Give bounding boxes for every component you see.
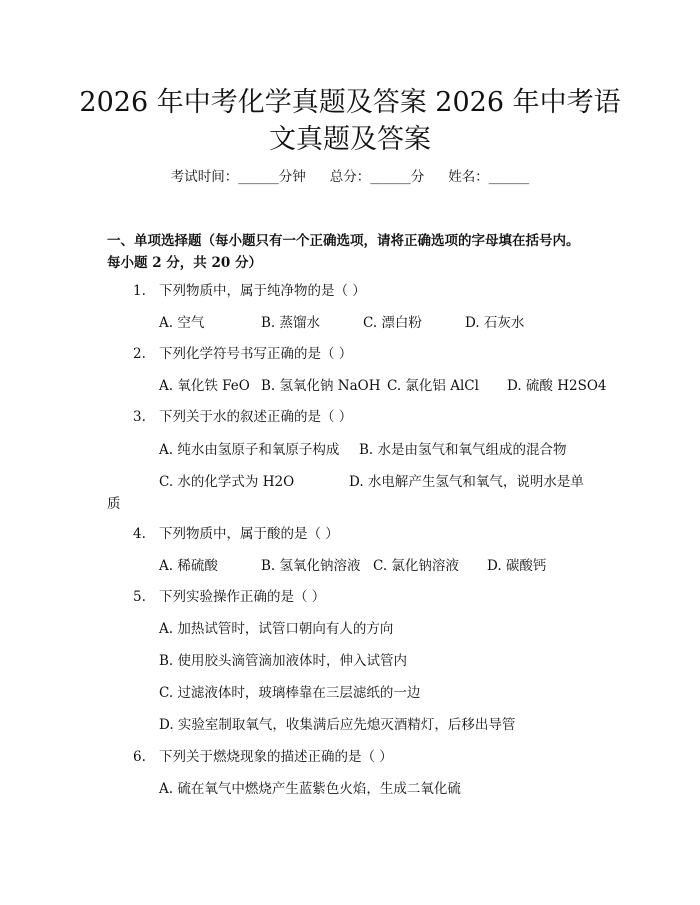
option-a: A. 纯水由氢原子和氧原子构成 [159, 442, 340, 458]
question-text: 下列物质中，属于酸的是（ ） [159, 526, 339, 542]
question-number: 1. [133, 283, 146, 299]
question-2 [133, 344, 352, 364]
option-b: B. 蒸馏水 [261, 315, 321, 331]
option-c: C. 漂白粉 [363, 315, 422, 331]
option-a: A. 硫在氧气中燃烧产生蓝紫色火焰，生成二氧化硫 [159, 781, 461, 797]
page-title-line1: 2026 年中考化学真题及答案 2026 年中考语 [79, 87, 621, 118]
question-4 [133, 524, 339, 544]
option-c: C. 氯化钠溶液 [373, 558, 459, 574]
option-b: B. 使用胶头滴管滴加液体时，伸入试管内 [159, 653, 408, 669]
option-a: A. 氧化铁 FeO [159, 378, 250, 394]
option-c: C. 过滤液体时，玻璃棒靠在三层滤纸的一边 [159, 685, 421, 701]
exam-time: 考试时间：______分钟 [170, 169, 306, 185]
question-number: 4. [133, 526, 146, 542]
option-b: B. 水是由氢气和氧气组成的混合物 [359, 442, 567, 458]
question-number: 2. [133, 346, 146, 362]
option-d: D. 石灰水 [465, 315, 525, 331]
option-c: C. 水的化学式为 H2O [159, 474, 295, 490]
question-5 [133, 587, 325, 607]
question-3 [133, 407, 352, 427]
option-a: A. 空气 [159, 315, 205, 331]
exam-info [0, 167, 700, 187]
question-1 [133, 281, 366, 301]
section-heading-line2: 每小题 2 分，共 20 分） [107, 255, 262, 271]
question-number: 5. [133, 589, 146, 605]
option-d: D. 水电解产生氢气和氧气，说明水是单 [349, 474, 584, 490]
option-b: B. 氢氧化钠 NaOH [261, 378, 381, 394]
option-d: D. 硫酸 H2SO4 [507, 378, 607, 394]
page-title-line2: 文真题及答案 [269, 124, 431, 155]
exam-name: 姓名：______ [448, 169, 530, 185]
question-number: 6. [133, 749, 146, 765]
question-text: 下列物质中，属于纯净物的是（ ） [159, 283, 366, 299]
option-d-wrap: 质 [107, 496, 121, 512]
question-text: 下列化学符号书写正确的是（ ） [159, 346, 353, 362]
question-text: 下列关于水的叙述正确的是（ ） [159, 409, 353, 425]
question-text: 下列关于燃烧现象的描述正确的是（ ） [159, 749, 393, 765]
question-text: 下列实验操作正确的是（ ） [159, 589, 326, 605]
option-d: D. 碳酸钙 [487, 558, 547, 574]
option-b: B. 氢氧化钠溶液 [261, 558, 361, 574]
option-a: A. 加热试管时，试管口朝向有人的方向 [159, 621, 394, 637]
option-a: A. 稀硫酸 [159, 558, 218, 574]
question-number: 3. [133, 409, 146, 425]
option-c: C. 氯化铝 AlCl [387, 378, 479, 394]
exam-score: 总分：______分 [329, 169, 425, 185]
section-heading [107, 230, 607, 274]
question-6 [133, 747, 393, 767]
option-d: D. 实验室制取氧气，收集满后应先熄灭酒精灯，后移出导管 [159, 717, 516, 733]
section-heading-line1: 一、单项选择题（每小题只有一个正确选项，请将正确选项的字母填在括号内。 [107, 233, 580, 249]
